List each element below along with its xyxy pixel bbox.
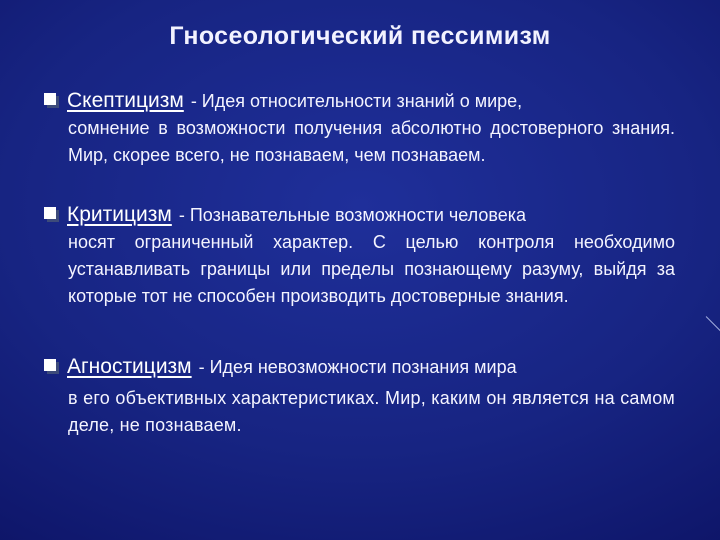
bullet-body-text: в его объективных характеристиках. Мир, каким он является на самом деле, не познаваем. (68, 388, 675, 435)
bullet-heading (43, 87, 675, 115)
bullet-item-skepticism (43, 87, 675, 169)
decorative-line (706, 316, 720, 338)
bullet-heading (43, 201, 675, 229)
checkbox-bullet-icon (43, 92, 60, 109)
term-label: Агностицизм (67, 355, 192, 378)
bullet-lead-text: - Идея относительности знаний о мире, (190, 91, 523, 111)
bullet-item-criticism (43, 201, 675, 310)
term-label: Скептицизм (67, 89, 184, 112)
bullet-heading (43, 353, 675, 381)
checkbox-bullet-icon (43, 358, 60, 375)
term-label: Критицизм (67, 203, 172, 226)
bullet-lead-text: - Познавательные возможности человека (178, 205, 527, 225)
bullet-body-text: сомнение в возможности получения абсолютно достоверного знания. Мир, скорее всего, не познаваем, чем познаваем. (68, 118, 675, 165)
slide-title: Гносеологический пессимизм (169, 22, 551, 50)
bullet-body-text: носят ограниченный характер. С целью контроля необходимо устанавливать границы или пределы познающему разуму, выйдя за которые тот не способен производить достоверные знания. (68, 232, 675, 306)
bullet-item-agnosticism (43, 353, 675, 439)
bullet-lead-text: - Идея невозможности познания мира (198, 357, 517, 377)
checkbox-bullet-icon (43, 206, 60, 223)
